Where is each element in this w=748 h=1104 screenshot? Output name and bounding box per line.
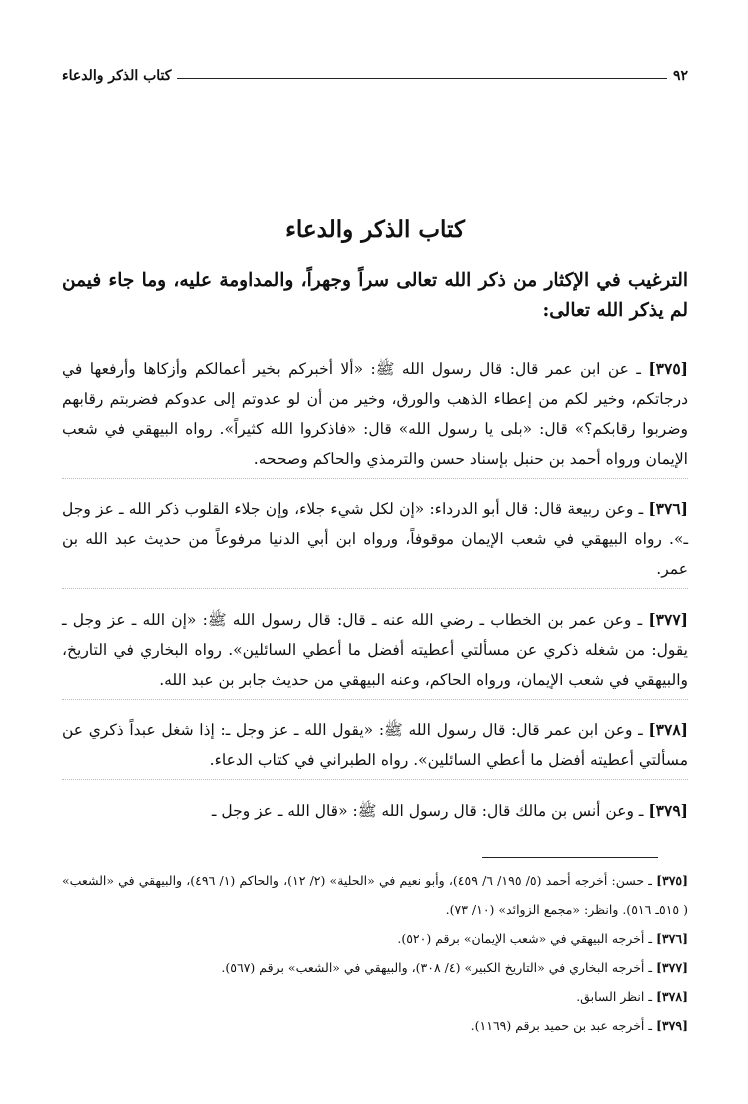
footnote-text: ـ أخرجه البخاري في «التاريخ الكبير» (٤/ ٣٠٨)، والبيهقي في «الشعب» برقم (٥٦٧).: [221, 960, 656, 975]
footnote: [62, 866, 688, 924]
footnote-text: ـ حسن: أخرجه أحمد (٥/ ١٩٥/ ٦/ ٤٥٩)، وأبو نعيم في «الحلية» (٢/ ١٢)، والحاكم (١/ ٤٩٦)، والبيهقي في «الشعب» ( ٥١٥ـ ٥١٦). وانظر: «مجمع الزوائد» (١٠/ ٧٣).: [62, 873, 688, 917]
hadith-entry: [62, 605, 688, 700]
entry-text: ـ وعن أنس بن مالك قال: قال رسول الله ﷺ: «قال الله ـ عز وجل ـ: [211, 801, 649, 820]
footnote-number: [٣٧٨]: [656, 989, 688, 1004]
entry-number: [٣٧٨]: [648, 720, 688, 739]
entry-number: [٣٧٥]: [648, 358, 688, 378]
hadith-entry: [62, 715, 688, 780]
footnote-number: [٣٧٥]: [656, 873, 689, 888]
footnote-number: [٣٧٩]: [656, 1018, 688, 1033]
header-rule: [177, 78, 667, 79]
footnote: [62, 1011, 688, 1040]
footnote-separator: [482, 857, 658, 858]
running-title: كتاب الذكر والدعاء: [62, 68, 172, 84]
chapter-title: كتاب الذكر والدعاء: [285, 216, 465, 243]
entry-text: ـ وعن عمر بن الخطاب ـ رضي الله عنه ـ قال: قال رسول الله ﷺ: «إن الله ـ عز وجل ـ يقول: من شغله ذكري عن مسألتي أعطيته أفضل ما أعطي السائلين». رواه البخاري في التاريخ، والبيهقي في شعب الإيمان، ورواه الحاكم، وعنه البيهقي من حديث جابر بن عبد الله.: [62, 610, 688, 689]
footnote-text: ـ أخرجه البيهقي في «شعب الإيمان» برقم (٥٢٠).: [397, 931, 656, 946]
footnote-text: ـ انظر السابق.: [576, 989, 656, 1004]
entry-number: [٣٧٩]: [648, 800, 688, 820]
hadith-entry: [62, 796, 688, 830]
footnote: [62, 953, 688, 982]
hadith-entry: [62, 494, 688, 589]
entry-text: ـ وعن ربيعة قال: قال أبو الدرداء: «إن لكل شيء جلاء، وإن جلاء القلوب ذكر الله ـ عز وجل ـ». رواه البيهقي في شعب الإيمان موقوفاً، ورواه ابن أبي الدنيا مرفوعاً من حديث عبد الله بن عمر.: [62, 500, 688, 578]
footnote-number: [٣٧٦]: [656, 931, 688, 946]
section-heading: الترغيب في الإكثار من ذكر الله تعالى سراً وجهراً، والمداومة عليه، وما جاء فيمن لم يذكر الله تعالى:: [62, 270, 688, 321]
entry-text: ـ عن ابن عمر قال: قال رسول الله ﷺ: «ألا أخبركم بخير أعمالكم وأزكاها وأرفعها في درجاتكم، وخير لكم من إعطاء الذهب والورق، وخير من أن لو عدوتم إلى عدوكم فضربتم رقابهم وضربوا رقابكم؟» قال: «بلى يا رسول الله» قال: «فاذكروا الله كثيراً». رواه البيهقي في شعب الإيمان ورواه أحمد بن حنبل بإسناد حسن والترمذي والحاكم وصححه.: [62, 359, 688, 468]
entry-text: ـ وعن ابن عمر قال: قال رسول الله ﷺ: «يقول الله ـ عز وجل ـ: إذا شغل عبداً ذكري عن مسألتي أعطيته أفضل ما أعطي السائلين». رواه الطبراني في كتاب الدعاء.: [62, 721, 688, 769]
hadith-list: [62, 338, 688, 833]
footnote: [62, 924, 688, 953]
footnote-text: ـ أخرجه عبد بن حميد برقم (١١٦٩).: [470, 1018, 656, 1033]
hadith-entry: [62, 354, 688, 479]
running-header: [62, 60, 688, 84]
entry-number: [٣٧٦]: [648, 499, 688, 518]
footnote-number: [٣٧٧]: [656, 960, 688, 975]
footnote: [62, 982, 688, 1011]
page-number: ٩٢: [672, 68, 688, 84]
entry-number: [٣٧٧]: [648, 609, 688, 629]
footnotes: [62, 866, 688, 1040]
